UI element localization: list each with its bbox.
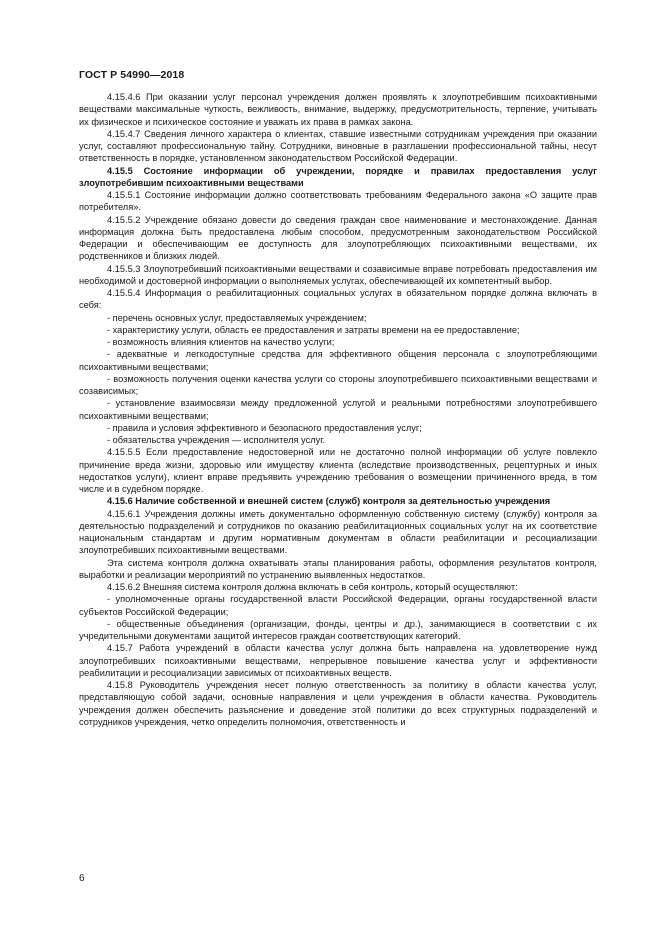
paragraph: - адекватные и легкодоступные средства для эффективного общения персонала с злоупотребляющими психоактивными веществами; xyxy=(79,349,597,372)
paragraph: 4.15.5.2 Учреждение обязано довести до сведения граждан свое наименование и местонахождение. Данная информация должна быть предоставлена любым способом, предусмотренным законодательством Российской Федерации и обеспечивающим ее доступность для злоупотребляющих психоактивными веществами, их родственников и близких людей. xyxy=(79,214,597,262)
document-header: ГОСТ Р 54990—2018 xyxy=(79,69,185,81)
paragraph: 4.15.4.6 При оказании услуг персонал учреждения должен проявлять к злоупотребившим психоактивными веществами максимальные чуткость, вежливость, внимание, выдержку, предусмотрительность, терпение, учитывать их физическое и психическое состояние и уважать их права в рамках закона. xyxy=(79,92,597,127)
paragraph: - возможность влияния клиентов на качество услуги; xyxy=(107,337,335,347)
paragraph: 4.15.5.4 Информация о реабилитационных социальных услугах в обязательном порядке должна включать в себя: xyxy=(79,288,597,311)
paragraph: - возможность получения оценки качества услуги со стороны злоупотребившего психоактивными веществами и созависимых; xyxy=(79,373,597,396)
paragraph: 4.15.5.3 Злоупотребивший психоактивными веществами и созависимые вправе потребовать предоставления им необходимой и достоверной информации о выполняемых услугах, обеспечивающей их компетентный выбор. xyxy=(79,263,597,286)
paragraph: - перечень основных услуг, предоставляемых учреждением; xyxy=(107,312,367,323)
paragraph: 4.15.6.2 Внешняя система контроля должна включать в себя контроль, который осуществляют: xyxy=(107,582,518,592)
paragraph: - общественные объединения (организации, фонды, центры и др.), занимающиеся в соответствии с их учредительными документами защитой интересов граждан соответствующих категорий. xyxy=(79,618,597,641)
paragraph: - правила и условия эффективного и безопасного предоставления услуг; xyxy=(107,422,422,433)
paragraph: 4.15.5.1 Состояние информации должно соответствовать требованиям Федерального закона «О защите прав потребителя». xyxy=(79,190,597,213)
paragraph: 4.15.7 Работа учреждений в области качества услуг должна быть направлена на удовлетворение нужд злоупотребивших психоактивными веществами, непрерывное повышение качества услуг и эффективности реабилитации и ресоциализации зависимых от психоактивных веществ. xyxy=(79,643,597,678)
page-number: 6 xyxy=(79,873,85,884)
paragraph: Эта система контроля должна охватывать этапы планирования работы, оформления результатов контроля, выработки и реализации мероприятий по устранению выявленных недостатков. xyxy=(79,557,597,580)
paragraph: 4.15.4.7 Сведения личного характера о клиентах, ставшие известными сотрудникам учреждения при оказании услуг, составляют профессиональную тайну. Сотрудники, виновные в разглашении профессиональной тайны, несут ответственность в порядке, установленном законодательством Российской Федерации. xyxy=(79,128,597,164)
paragraph: - уполномоченные органы государственной власти Российской Федерации, органы государственной власти субъектов Российской Федерации; xyxy=(79,594,597,617)
paragraph: 4.15.5.5 Если предоставление недостоверной или не достаточно полной информации об услуге повлекло причинение вреда жизни, здоровью или имуществу клиента (вследствие производственных, рецептурных и иных недостатков услуги), клиент вправе предъявить учреждению требования о возмещении причиненного вреда, в том числе и в судебном порядке. xyxy=(79,447,597,494)
paragraph: - обязательства учреждения — исполнителя услуг. xyxy=(107,435,326,445)
section-heading: 4.15.5 Состояние информации об учреждении, порядке и правилах предоставления услуг злоупотребившим психоактивными веществами xyxy=(79,165,597,188)
document-body xyxy=(79,91,597,728)
paragraph: - характеристику услуги, область ее предоставления и затраты времени на ее предоставление; xyxy=(107,324,520,335)
section-heading: 4.15.6 Наличие собственной и внешней систем (служб) контроля за деятельностью учреждения xyxy=(107,496,551,507)
paragraph: - установление взаимосвязи между предложенной услугой и реальными потребностями злоупотребившего психоактивными веществами; xyxy=(79,398,597,421)
paragraph: 4.15.8 Руководитель учреждения несет полную ответственность за политику в области качества услуг, представляющую собой задачи, основные направления и цели учреждения в области качества. Руководитель учреждения должен обеспечить разъяснение и доведение этой политики до всех структурных подразделений и сотрудников учреждения, четко определить полномочия, ответственность и xyxy=(79,680,597,727)
paragraph: 4.15.6.1 Учреждения должны иметь документально оформленную собственную систему (службу) контроля за деятельностью подразделений и сотрудников по оказанию реабилитационных социальных услуг на их соответствие национальным стандартам и другим нормативным документам в области реабилитации и ресоциализации злоупотребивших психоактивными веществами. xyxy=(79,508,597,556)
